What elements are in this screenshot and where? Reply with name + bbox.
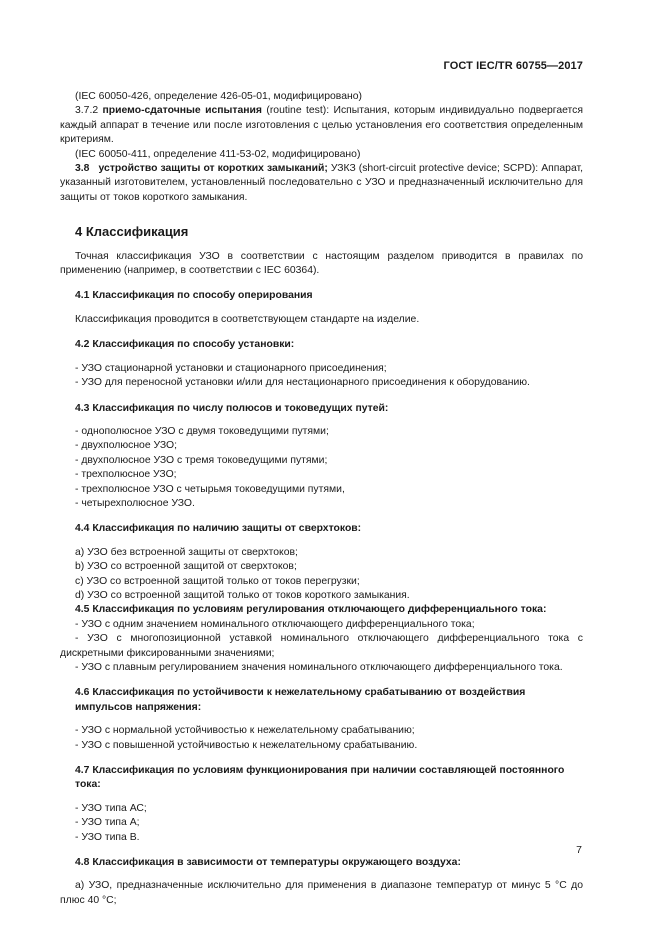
list-item: a) УЗО без встроенной защиты от сверхтоков; xyxy=(75,546,298,558)
page-number: 7 xyxy=(576,844,582,856)
list-item: - двухполюсное УЗО с тремя токоведущими путями; xyxy=(75,454,328,466)
list-item: d) УЗО со встроенной защитой только от токов короткого замыкания. xyxy=(75,589,410,601)
list-item: - четырехполюсное УЗО. xyxy=(75,497,195,509)
subsection-title-4-8: 4.8 Классификация в зависимости от температуры окружающего воздуха: xyxy=(75,857,461,869)
list-item: - УЗО с повышенной устойчивостью к нежелательному срабатыванию. xyxy=(75,739,418,751)
document-body xyxy=(60,90,583,908)
document-header: ГОСТ IEC/TR 60755—2017 xyxy=(443,60,583,72)
subsection-title-4-4: 4.4 Классификация по наличию защиты от сверхтоков: xyxy=(75,523,362,535)
list-item: - трехполюсное УЗО; xyxy=(75,469,177,481)
list-item: - однополюсное УЗО с двумя токоведущими путями; xyxy=(75,425,329,437)
subsection-title-4-2: 4.2 Классификация по способу установки: xyxy=(75,339,295,351)
definition-3-8: 3.8 устройство защиты от коротких замыканий; УЗКЗ (short-circuit protective device; SCPD): Аппарат, указанный изготовителем, установленный последовательно с УЗО и предназначенный исключительно для защиты от токов короткого замыкания. xyxy=(60,163,583,203)
list-item: - УЗО с одним значением номинального отключающего дифференциального тока; xyxy=(75,618,475,630)
list-item: - УЗО для переносной установки и/или для нестационарного присоединения к оборудованию. xyxy=(75,377,530,389)
reference-note: (IEC 60050-411, определение 411-53-02, модифицировано) xyxy=(75,148,361,160)
subsection-title-4-5: 4.5 Классификация по условиям регулирования отключающего дифференциального тока: xyxy=(75,604,547,616)
list-item: - трехполюсное УЗО с четырьмя токоведущими путями, xyxy=(75,483,345,495)
reference-note: (IEC 60050-426, определение 426-05-01, модифицировано) xyxy=(75,91,362,102)
list-item: - УЗО с многопозиционной уставкой номинального отключающего дифференциального тока с дискретными фиксированными значениями; xyxy=(60,633,583,659)
term: устройство защиты от коротких замыканий; xyxy=(98,163,328,175)
list-item: - УЗО стационарной установки и стационарного присоединения; xyxy=(75,362,387,374)
paragraph: Классификация проводится в соответствующем стандарте на изделие. xyxy=(75,313,420,325)
list-item: - УЗО типа В. xyxy=(75,831,140,843)
list-item: - УЗО типа АС; xyxy=(75,802,147,814)
section-title: 4 Классификация xyxy=(75,224,189,240)
term: приемо-сдаточные испытания xyxy=(102,105,262,117)
subsection-title-4-3: 4.3 Классификация по числу полюсов и токоведущих путей: xyxy=(75,402,389,414)
list-item: - УЗО с плавным регулированием значения номинального отключающего дифференциального тока. xyxy=(75,662,563,673)
definition-3-7-2: 3.7.2 приемо-сдаточные испытания (routine test): Испытания, которым индивидуально подвергается каждый аппарат в течение или после изготовления с целью установления его соответствия определенным критериям. xyxy=(60,105,583,146)
section-intro: Точная классификация УЗО в соответствии с настоящим разделом приводится в правилах по применению (например, в соответствии с IEC 60364). xyxy=(60,250,583,277)
list-item: - двухполюсное УЗО; xyxy=(75,440,178,452)
subsection-title-4-1: 4.1 Классификация по способу оперирования xyxy=(75,290,313,302)
list-item: c) УЗО со встроенной защитой только от токов перегрузки; xyxy=(75,575,360,587)
subsection-title-4-6: 4.6 Классификация по устойчивости к нежелательному срабатыванию от воздействия импульсов напряжения: xyxy=(75,687,526,713)
list-item: - УЗО типа А; xyxy=(75,817,140,829)
subsection-title-4-7: 4.7 Классификация по условиям функционирования при наличии составляющей постоянного тока: xyxy=(75,765,565,791)
list-item: b) УЗО со встроенной защитой от сверхтоков; xyxy=(75,561,297,573)
list-item: - УЗО с нормальной устойчивостью к нежелательному срабатыванию; xyxy=(75,725,415,737)
list-item: а) УЗО, предназначенные исключительно для применения в диапазоне температур от минус 5 °С до плюс 40 °С; xyxy=(60,880,583,906)
